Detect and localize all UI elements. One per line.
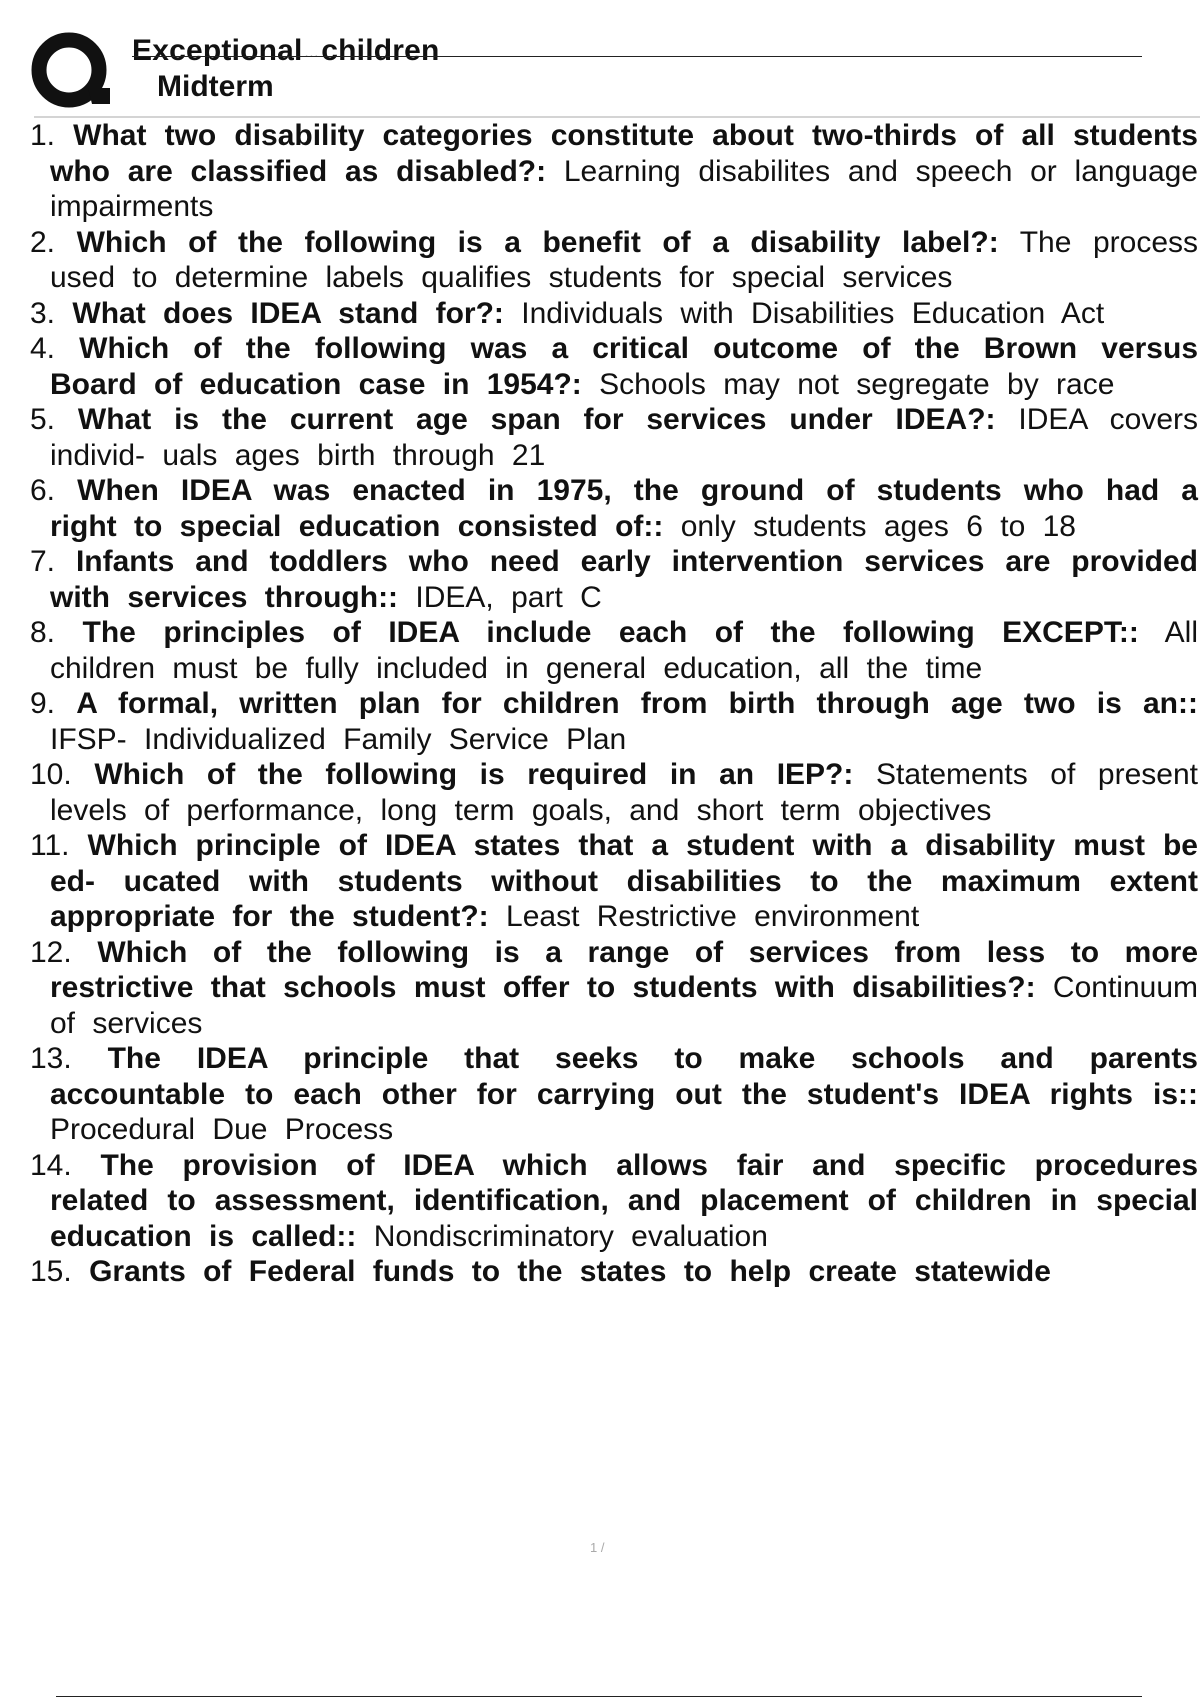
question-number: 13. [30,1042,72,1075]
document-header [0,0,1200,120]
question-item-10 [30,757,1198,828]
question-text: The provision of IDEA which allows fair and specific procedures related to assessment, identification, and placement of children in special education is called:: [50,1148,1199,1253]
question-item-9 [30,686,1198,757]
question-text: A formal, written plan for children from birth through age two is an:: [76,687,1198,720]
answer-text: Procedural Due Process [50,1113,394,1146]
question-number: 12. [30,935,72,969]
quizlet-logo-icon [30,30,112,112]
answer-text: Continuum of services [50,971,1198,1040]
page-number-mark: 1 / [590,1540,605,1555]
question-text: Infants and toddlers who need early intervention services are provided with services through:: [50,545,1198,614]
answer-text: Nondiscriminatory evaluation [373,1219,768,1253]
footer-rule [56,1696,1142,1697]
question-item-3 [30,296,1198,332]
question-item-5 [30,402,1198,473]
question-number: 9. [30,687,56,720]
question-number: 6. [30,474,56,507]
question-text: Which of the following is a benefit of a disability label?: [76,225,999,259]
question-number: 15. [30,1255,72,1288]
answer-text: Statements of present levels of performance, long term goals, and short term objectives [50,758,1198,827]
answer-text: Schools may not segregate by race [599,367,1115,401]
question-item-11 [30,828,1198,935]
title-word-exceptional: Exceptional [132,34,303,67]
question-text: Which of the following was a critical outcome of the Brown versus Board of education case in 1954?: [50,332,1198,401]
question-list [30,118,1198,1290]
question-item-8 [30,615,1198,686]
question-item-13 [30,1041,1198,1148]
question-item-1 [30,118,1198,225]
title-dots: ... [304,44,320,61]
question-number: 11. [30,829,70,862]
question-text: Grants of Federal funds to the states to help create statewide [89,1255,1051,1288]
header-rule [132,56,1142,57]
question-text: Which principle of IDEA states that a student with a disability must be ed- ucated with students without disabilities to the maximum extent appropriate for the student?: [50,829,1198,933]
answer-text: The process used to determine labels qualifies students for special services [50,225,1198,294]
document-title [132,34,446,68]
question-number: 10. [30,758,72,791]
question-item-4 [30,331,1198,402]
question-number: 1. [30,119,56,152]
answer-text: IFSP- Individualized Family Service Plan [50,722,627,756]
answer-text: All children must be fully included in general education, all the time [50,616,1198,685]
title-word-children: children [321,34,440,67]
question-text: What two disability categories constitute about two-thirds of all students who are classified as disabled?: [50,119,1198,188]
question-item-6 [30,473,1198,544]
question-number: 14. [30,1148,72,1182]
question-item-15 [30,1254,1198,1290]
answer-text: IDEA covers individ- uals ages birth through 21 [50,403,1198,472]
question-text: What is the current age span for services under IDEA?: [77,403,996,436]
question-text: What does IDEA stand for?: [72,296,504,330]
question-text: Which of the following is a range of services from less to more restrictive that schools must offer to students with disabilities?: [50,935,1198,1004]
question-number: 8. [30,616,56,649]
question-text: The principles of IDEA include each of the following EXCEPT:: [82,616,1139,649]
question-text: When IDEA was enacted in 1975, the ground of students who had a right to special education consisted of:: [50,474,1198,543]
question-text: The IDEA principle that seeks to make schools and parents accountable to each other for carrying out the student's IDEA rights is:: [50,1042,1198,1111]
question-number: 4. [30,332,56,365]
document-subtitle: Midterm [157,70,274,103]
answer-text: IDEA, part C [415,580,602,614]
answer-text: Least Restrictive environment [506,900,920,933]
question-number: 3. [30,296,56,330]
question-item-7 [30,544,1198,615]
question-number: 2. [30,225,56,259]
answer-text: Individuals with Disabilities Education Act [521,296,1105,330]
question-text: Which of the following is required in an IEP?: [94,758,854,791]
question-number: 7. [30,545,56,578]
question-number: 5. [30,403,56,436]
answer-text: Learning disabilites and speech or language impairments [50,154,1198,223]
question-item-12 [30,935,1198,1042]
question-item-14 [30,1148,1198,1255]
question-item-2 [30,225,1198,296]
answer-text: only students ages 6 to 18 [680,509,1076,543]
